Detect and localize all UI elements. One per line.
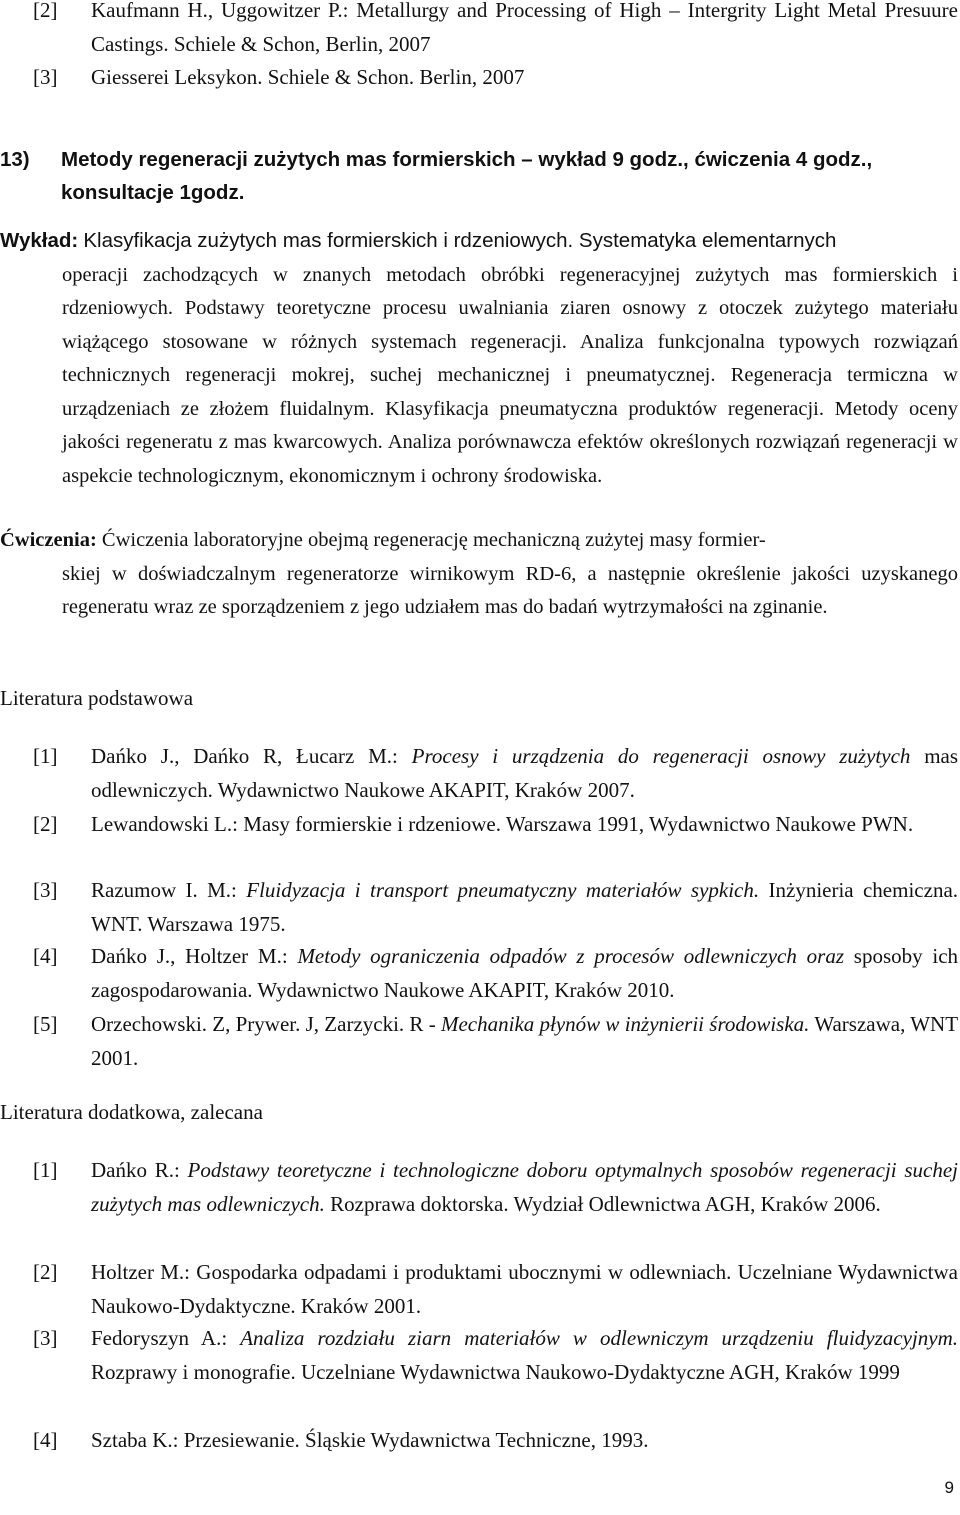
reference-publisher: Inżynieria chemiczna. WNT. Warszawa 1975. — [91, 878, 959, 936]
exercises-label: Ćwiczenia: — [0, 529, 97, 551]
reference-item — [33, 874, 958, 941]
reference-item — [33, 1154, 958, 1221]
reference-author: Razumow I. M.: — [91, 878, 237, 902]
reference-publisher: mas odlewniczych. Wydawnictwo Naukowe AKAPIT, Kraków 2007. — [91, 744, 959, 802]
reference-title: Mechanika płynów w inżynierii środowiska. — [440, 1012, 810, 1036]
reference-title: Podstawy teoretyczne i technologiczne doboru optymalnych sposobów regeneracji suchej zużytych mas odlewniczych. — [91, 1158, 959, 1216]
section-title: Metody regeneracji zużytych mas formierskich – wykład 9 godz., ćwiczenia 4 godz., konsultacje 1godz. — [61, 148, 873, 204]
reference-number: [3] — [33, 65, 58, 89]
reference-author: Dańko R.: — [91, 1158, 180, 1182]
reference-title: Analiza rozdziału ziarn materiałów w odlewniczym urządzeniu fluidyzacyjnym. — [240, 1326, 959, 1350]
reference-number: [4] — [33, 1428, 58, 1452]
reference-number: [3] — [33, 878, 58, 902]
additional-literature-heading: Literatura dodatkowa, zalecana — [0, 1100, 263, 1124]
reference-item — [33, 1424, 958, 1458]
exercises-body: skiej w doświadczalnym regeneratorze wirnikowym RD-6, a następnie określenie jakości uzyskanego regeneratu wraz ze sporządzeniem z jego udziałem mas do badań wytrzymałości na zginanie. — [62, 562, 958, 618]
reference-publisher: sposoby ich zagospodarowania. Wydawnictwo Naukowe AKAPIT, Kraków 2010. — [91, 944, 959, 1002]
reference-publisher: Rozprawa doktorska. Wydział Odlewnictwa AGH, Kraków 2006. — [330, 1191, 881, 1216]
reference-title: Metody ograniczenia odpadów z procesów odlewniczych oraz — [297, 944, 844, 968]
lecture-paragraph — [0, 224, 958, 493]
basic-literature-heading: Literatura podstawowa — [0, 686, 194, 710]
reference-author: Holtzer M.: — [91, 1260, 190, 1284]
reference-number: [2] — [33, 0, 58, 22]
reference-publisher: Warszawa, WNT 2001. — [91, 1012, 959, 1070]
reference-number: [1] — [33, 744, 58, 768]
exercises-paragraph — [0, 524, 958, 625]
lecture-body: operacji zachodzących w znanych metodach obróbki regeneracyjnej zużytych mas formierskich i rdzeniowych. Podstawy teoretyczne procesu uwalniania ziaren osnowy z otoczek zużytego materiału wiążącego stosowane w różnych systemach regeneracji. Analiza funkcjonalna typowych rozwiązań technicznych regeneracji mokrej, suchej mechanicznej i pneumatycznej. Regeneracja termiczna w urządzeniach ze złożem fluidalnym. Klasyfikacja pneumatyczna produktów regeneracji. Metody oceny jakości regeneratu z mas kwarcowych. Analiza porównawcza efektów określonych rozwiązań regeneracji w aspekcie technologicznym, ekonomicznym i ochrony środowiska. — [62, 263, 958, 487]
reference-item — [33, 940, 958, 1007]
page-number: 9 — [944, 1478, 954, 1497]
reference-number: [2] — [33, 1260, 58, 1284]
reference-item — [33, 740, 958, 807]
reference-item — [33, 1322, 958, 1389]
reference-number: [5] — [33, 1012, 58, 1036]
lecture-label: Wykład: — [0, 229, 79, 252]
reference-text: Kaufmann H., Uggowitzer P.: Metallurgy and Processing of High – Intergrity Light Metal Presuure Castings. Schiele & Schon, Berlin, 2007 — [91, 0, 958, 56]
reference-publisher: Przesiewanie. Śląskie Wydawnictwa Techniczne, 1993. — [183, 1428, 649, 1452]
exercises-first-line: Ćwiczenia laboratoryjne obejmą regenerację mechaniczną zużytej masy formier- — [101, 529, 766, 551]
reference-item — [33, 61, 958, 95]
reference-author: Sztaba K.: — [91, 1428, 179, 1452]
reference-author: Fedoryszyn A.: — [91, 1326, 228, 1350]
reference-item — [33, 0, 958, 61]
reference-number: [1] — [33, 1158, 58, 1182]
reference-number: [2] — [33, 812, 58, 836]
reference-item — [33, 1256, 958, 1323]
reference-author: Dańko J., Holtzer M.: — [91, 944, 288, 968]
reference-author: Dańko J., Dańko R, Łucarz M.: — [91, 744, 398, 768]
section-heading — [0, 143, 930, 209]
reference-author: Lewandowski L.: — [91, 812, 238, 836]
reference-item — [33, 808, 958, 842]
reference-title: Fluidyzacja i transport pneumatyczny materiałów sypkich. — [246, 878, 760, 902]
section-number: 13) — [0, 148, 30, 171]
lecture-first-line: Klasyfikacja zużytych mas formierskich i rdzeniowych. Systematyka elementarnych — [83, 229, 837, 252]
reference-publisher: Gospodarka odpadami i produktami ubocznymi w odlewniach. Uczelniane Wydawnictwa Naukowo-Dydaktyczne. Kraków 2001. — [91, 1260, 958, 1318]
reference-author: Orzechowski. Z, Prywer. J, Zarzycki. R - — [91, 1012, 436, 1036]
reference-item — [33, 1008, 958, 1075]
reference-text: Giesserei Leksykon. Schiele & Schon. Berlin, 2007 — [91, 65, 525, 89]
reference-publisher: Masy formierskie i rdzeniowe. Warszawa 1991, Wydawnictwo Naukowe PWN. — [243, 812, 914, 836]
reference-number: [4] — [33, 944, 58, 968]
reference-title: Procesy i urządzenia do regeneracji osnowy zużytych — [411, 744, 911, 768]
reference-publisher: Rozprawy i monografie. Uczelniane Wydawnictwa Naukowo-Dydaktyczne AGH, Kraków 1999 — [91, 1359, 900, 1384]
reference-number: [3] — [33, 1326, 58, 1350]
